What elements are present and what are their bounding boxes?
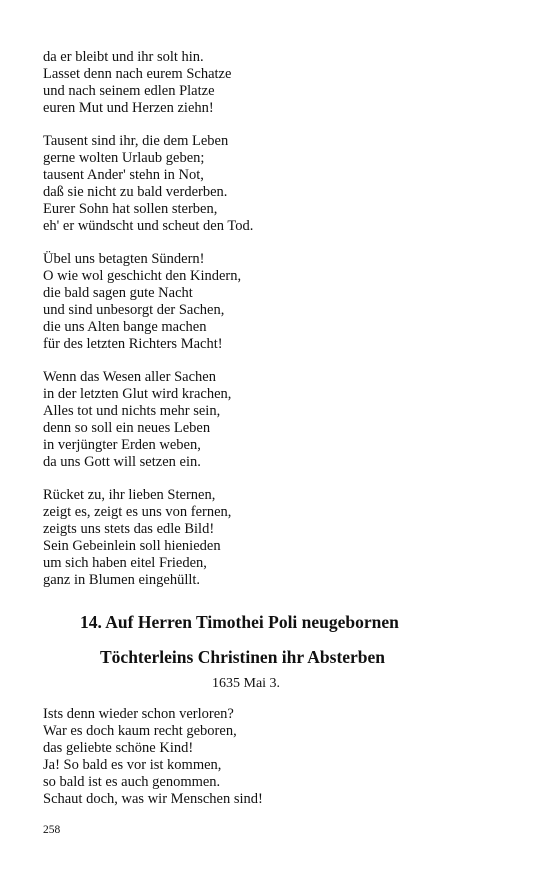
poem-title-line-1: 14. Auf Herren Timothei Poli neugebornen xyxy=(80,612,399,632)
poem-line: für des letzten Richters Macht! xyxy=(43,335,223,352)
poem-title-line-2: Töchterleins Christinen ihr Absterben xyxy=(100,647,386,667)
stanza xyxy=(43,49,231,117)
poem-line: euren Mut und Herzen ziehn! xyxy=(43,99,214,116)
poem-line: und sind unbesorgt der Sachen, xyxy=(43,301,225,318)
poem-line: in verjüngter Erden weben, xyxy=(43,436,201,453)
poem-line: das geliebte schöne Kind! xyxy=(43,739,194,756)
poem-date: 1635 Mai 3. xyxy=(212,676,281,691)
page-number: 258 xyxy=(43,824,61,836)
poem-line: War es doch kaum recht geboren, xyxy=(43,722,237,739)
poem-line: Alles tot und nichts mehr sein, xyxy=(43,402,221,419)
poem-line: eh' er wündscht und scheut den Tod. xyxy=(43,217,254,234)
poem-line: O wie wol geschicht den Kindern, xyxy=(43,267,242,284)
poem-line: ganz in Blumen eingehüllt. xyxy=(43,571,201,588)
poem-line: zeigts uns stets das edle Bild! xyxy=(43,520,215,537)
poem-line: gerne wolten Urlaub geben; xyxy=(43,149,205,166)
stanza xyxy=(43,251,241,352)
poem-line: die bald sagen gute Nacht xyxy=(43,284,193,301)
poem-line: und nach seinem edlen Platze xyxy=(43,82,215,99)
poem-line: da er bleibt und ihr solt hin. xyxy=(43,49,204,65)
poem-line: daß sie nicht zu bald verderben. xyxy=(43,183,228,200)
poem-line: um sich haben eitel Frieden, xyxy=(43,554,207,571)
poem-line: da uns Gott will setzen ein. xyxy=(43,453,201,470)
poem-line: tausent Ander' stehn in Not, xyxy=(43,166,204,183)
poem-line: Lasset denn nach eurem Schatze xyxy=(43,65,232,82)
poem-line: Wenn das Wesen aller Sachen xyxy=(43,369,216,385)
poem-line: Ja! So bald es vor ist kommen, xyxy=(43,756,222,773)
poem-line: Ists denn wieder schon verloren? xyxy=(43,706,234,722)
poem-line: zeigt es, zeigt es uns von fernen, xyxy=(43,503,232,520)
poem-line: Sein Gebeinlein soll hienieden xyxy=(43,537,221,554)
poem-line: Schaut doch, was wir Menschen sind! xyxy=(43,790,263,807)
stanza xyxy=(43,133,253,234)
poem-line: so bald ist es auch genommen. xyxy=(43,773,221,790)
poem-line: die uns Alten bange machen xyxy=(43,318,207,335)
poem-line: Eurer Sohn hat sollen sterben, xyxy=(43,200,218,217)
stanza xyxy=(43,487,231,588)
poem-line: Rücket zu, ihr lieben Sternen, xyxy=(43,487,216,503)
poem-line: denn so soll ein neues Leben xyxy=(43,419,211,436)
poem-line: in der letzten Glut wird krachen, xyxy=(43,385,232,402)
stanza xyxy=(43,369,231,470)
poem-line: Tausent sind ihr, die dem Leben xyxy=(43,133,229,149)
stanza xyxy=(43,706,263,807)
poem-line: Übel uns betagten Sündern! xyxy=(43,251,205,267)
